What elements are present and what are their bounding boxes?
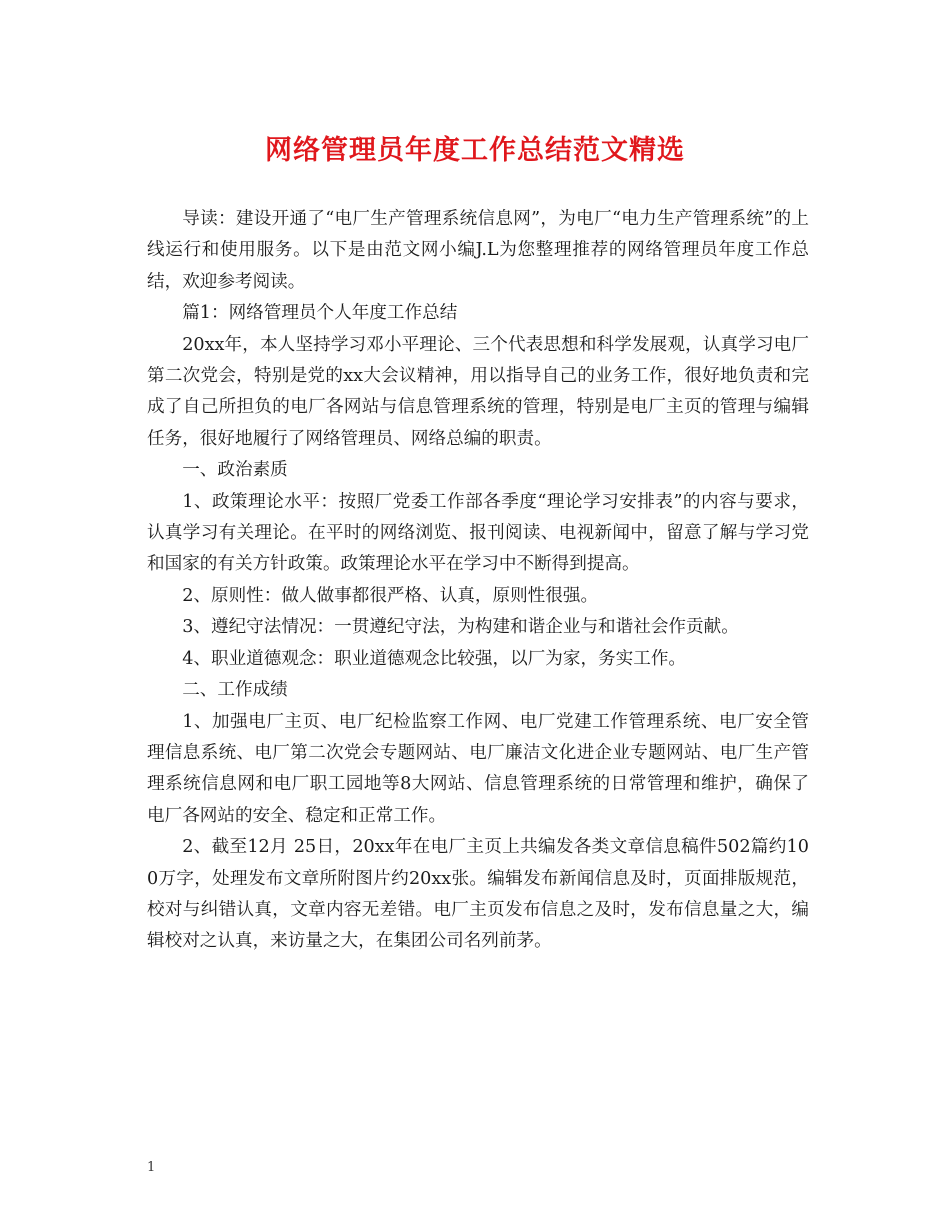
document-body	[147, 204, 809, 958]
body-paragraph: 3、遵纪守法情况：一贯遵纪守法，为构建和谐企业与和谐社会作贡献。	[182, 617, 739, 638]
body-paragraph: 1、政策理论水平：按照厂党委工作部各季度“理论学习安排表”的内容与要求，认真学习有关理论。在平时的网络浏览、报刊阅读、电视新闻中，留意了解与学习党和国家的有关方针政策。政策理论水平在学习中不断得到提高。	[147, 491, 809, 575]
body-paragraph: 2、原则性：做人做事都很严格、认真，原则性很强。	[182, 585, 599, 606]
section-heading-part1: 篇1：网络管理员个人年度工作总结	[182, 303, 458, 324]
intro-paragraph: 导读：建设开通了“电厂生产管理系统信息网”，为电厂“电力生产管理系统”的上线运行和使用服务。以下是由范文网小编J.L为您整理推荐的网络管理员年度工作总结，欢迎参考阅读。	[147, 209, 809, 292]
document-title: 网络管理员年度工作总结范文精选	[265, 135, 685, 166]
page-number: 1	[147, 1160, 156, 1175]
section-heading-political: 一、政治素质	[182, 460, 288, 481]
body-paragraph: 2、截至12月 25日，20xx年在电厂主页上共编发各类文章信息稿件502篇约100万字，处理发布文章所附图片约20xx张。编辑发布新闻信息及时，页面排版规范，校对与纠错认真，文章内容无差错。电厂主页发布信息之及时，发布信息量之大，编辑校对之认真，来访量之大，在集团公司名列前茅。	[147, 837, 809, 952]
section-heading-achievements: 二、工作成绩	[182, 680, 288, 701]
body-paragraph: 20xx年，本人坚持学习邓小平理论、三个代表思想和科学发展观，认真学习电厂第二次党会，特别是党的xx大会议精神，用以指导自己的业务工作，很好地负责和完成了自己所担负的电厂各网站与信息管理系统的管理，特别是电厂主页的管理与编辑任务，很好地履行了网络管理员、网络总编的职责。	[147, 334, 809, 449]
body-paragraph: 4、职业道德观念：职业道德观念比较强，以厂为家，务实工作。	[182, 648, 687, 669]
body-paragraph: 1、加强电厂主页、电厂纪检监察工作网、电厂党建工作管理系统、电厂安全管理信息系统、电厂第二次党会专题网站、电厂廉洁文化进企业专题网站、电厂生产管理系统信息网和电厂职工园地等8大网站、信息管理系统的日常管理和维护，确保了电厂各网站的安全、稳定和正常工作。	[147, 711, 809, 826]
